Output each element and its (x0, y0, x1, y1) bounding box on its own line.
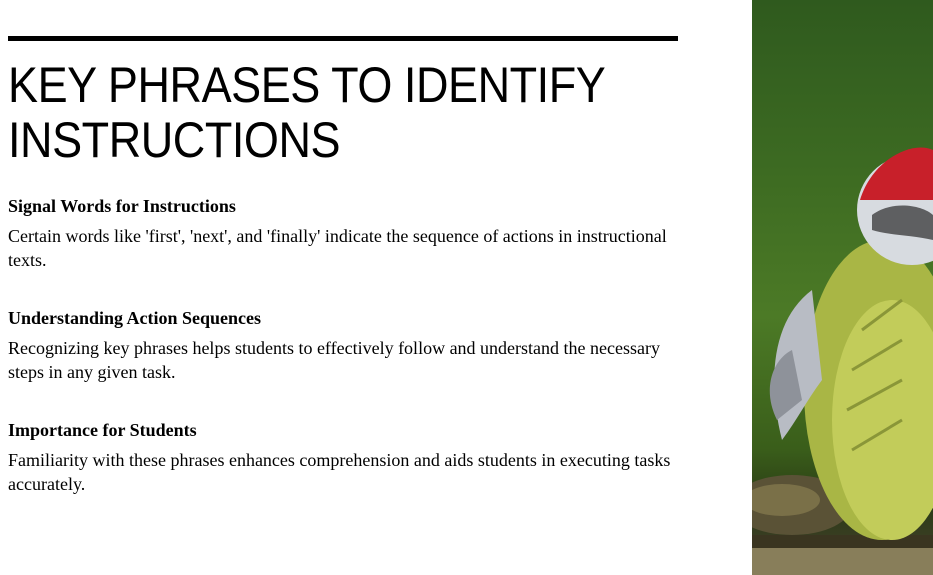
section-body: Familiarity with these phrases enhances comprehension and aids students in executing tasks accurately. (8, 450, 671, 494)
section-body: Recognizing key phrases helps students to effectively follow and understand the necessary steps in any given task. (8, 338, 660, 382)
slide-title: KEY PHRASES TO IDENTIFY INSTRUCTIONS (8, 57, 605, 168)
woodpecker-photo (752, 0, 933, 575)
section-heading: Understanding Action Sequences (8, 308, 262, 328)
title-rule (8, 36, 678, 41)
content-area (8, 194, 680, 530)
section-signal-words (8, 194, 680, 272)
section-heading: Signal Words for Instructions (8, 196, 236, 216)
section-importance (8, 418, 680, 496)
section-action-sequences (8, 306, 680, 384)
bird-illustration (752, 0, 933, 575)
section-body: Certain words like 'first', 'next', and 'finally' indicate the sequence of actions in instructional texts. (8, 226, 667, 270)
section-heading: Importance for Students (8, 420, 197, 440)
